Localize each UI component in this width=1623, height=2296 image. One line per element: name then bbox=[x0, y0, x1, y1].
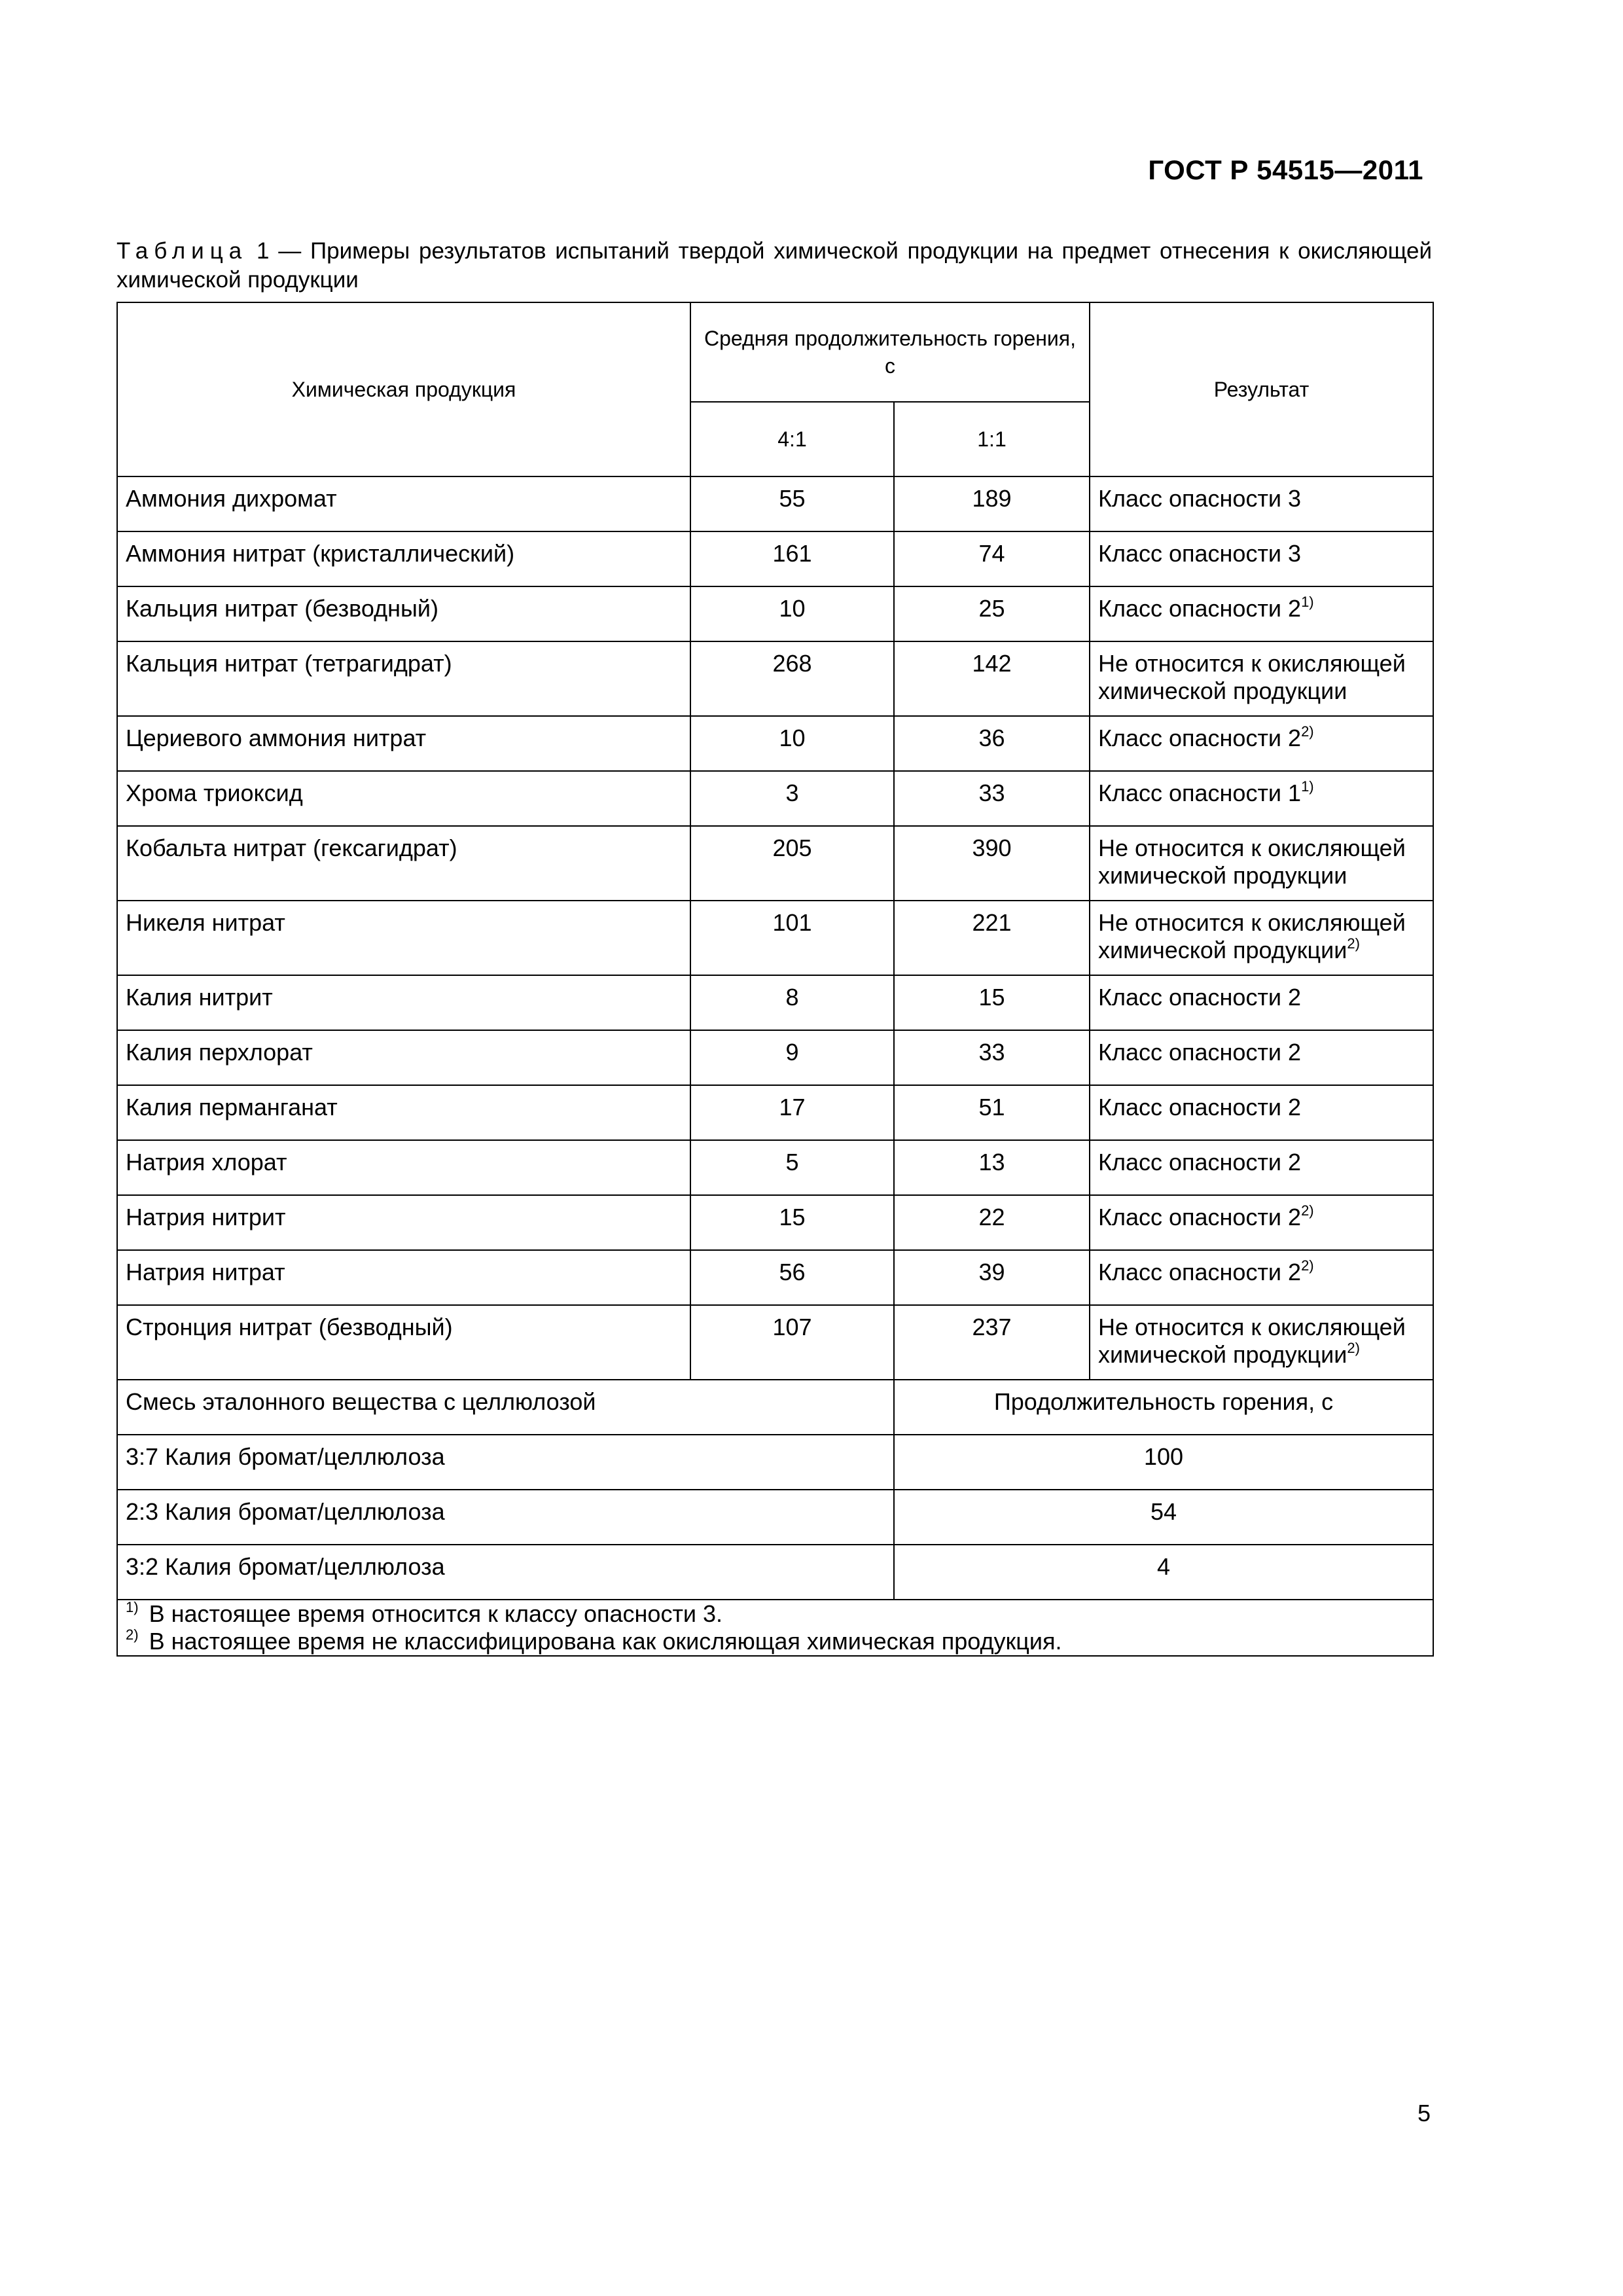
table-body bbox=[117, 302, 1433, 1656]
product-name bbox=[117, 975, 690, 1030]
value-4-1 bbox=[690, 1140, 894, 1195]
value-1-1-text: 74 bbox=[978, 540, 1005, 567]
mixture-row bbox=[117, 1435, 1433, 1490]
result-cell-text: Класс опасности 2 bbox=[1098, 1259, 1302, 1285]
table-row bbox=[117, 531, 1433, 586]
value-4-1-text: 3 bbox=[785, 780, 799, 806]
result-cell-text: Класс опасности 2 bbox=[1098, 1149, 1302, 1175]
result-cell bbox=[1090, 975, 1433, 1030]
result-cell-text: Не относится к окисляющей химической продукции bbox=[1098, 1314, 1406, 1368]
mixture-duration-header bbox=[894, 1380, 1433, 1435]
table-row bbox=[117, 1085, 1433, 1140]
page-number: 5 bbox=[1417, 2100, 1431, 2126]
result-cell bbox=[1090, 1250, 1433, 1305]
product-name bbox=[117, 476, 690, 531]
value-4-1-text: 268 bbox=[772, 650, 812, 677]
table-row bbox=[117, 716, 1433, 771]
value-1-1 bbox=[894, 641, 1090, 716]
table-row bbox=[117, 586, 1433, 641]
value-1-1-text: 15 bbox=[978, 984, 1005, 1011]
value-1-1-text: 33 bbox=[978, 1039, 1005, 1066]
table-row bbox=[117, 1030, 1433, 1085]
header-row bbox=[117, 302, 1433, 402]
footnote-mark: 1) bbox=[126, 1599, 139, 1615]
mixture-name-text: 3:7 Калия бромат/целлюлоза bbox=[126, 1443, 445, 1470]
table-row bbox=[117, 1305, 1433, 1380]
value-4-1-text: 9 bbox=[785, 1039, 799, 1066]
table-row bbox=[117, 826, 1433, 901]
table-row bbox=[117, 975, 1433, 1030]
mixture-header-text: Смесь эталонного вещества с целлюлозой bbox=[126, 1388, 596, 1415]
value-1-1-text: 33 bbox=[978, 780, 1005, 806]
mixture-name-text: 3:2 Калия бромат/целлюлоза bbox=[126, 1553, 445, 1580]
value-1-1 bbox=[894, 1250, 1090, 1305]
value-4-1-text: 17 bbox=[779, 1094, 806, 1121]
footnote-ref: 2) bbox=[1301, 1257, 1314, 1274]
result-cell-text: Не относится к окисляющей химической продукции bbox=[1098, 650, 1406, 704]
value-1-1 bbox=[894, 476, 1090, 531]
result-cell-text: Класс опасности 2 bbox=[1098, 1094, 1302, 1121]
footnotes-cell bbox=[117, 1600, 1433, 1656]
value-1-1-text: 39 bbox=[978, 1259, 1005, 1285]
footnote-ref: 2) bbox=[1347, 935, 1360, 952]
product-name bbox=[117, 1085, 690, 1140]
results-table bbox=[116, 302, 1434, 1657]
product-name-text: Калия нитрит bbox=[126, 984, 273, 1011]
value-4-1 bbox=[690, 586, 894, 641]
value-4-1 bbox=[690, 1030, 894, 1085]
table-row bbox=[117, 1250, 1433, 1305]
value-4-1-text: 10 bbox=[779, 725, 806, 751]
result-cell-text: Класс опасности 2 bbox=[1098, 1039, 1302, 1066]
mixture-value-text: 4 bbox=[1156, 1553, 1171, 1580]
mixture-header-row bbox=[117, 1380, 1433, 1435]
product-name-text: Кальция нитрат (тетрагидрат) bbox=[126, 650, 452, 677]
result-cell-text: Не относится к окисляющей химической продукции bbox=[1098, 909, 1406, 963]
value-1-1-text: 189 bbox=[972, 485, 1012, 512]
table-caption bbox=[116, 237, 1432, 295]
value-4-1 bbox=[690, 641, 894, 716]
footnote-text: В настоящее время не классифицирована как окисляющая химическая продукция. bbox=[149, 1628, 1062, 1655]
result-cell bbox=[1090, 901, 1433, 975]
result-cell bbox=[1090, 716, 1433, 771]
value-1-1 bbox=[894, 901, 1090, 975]
product-name-text: Кобальта нитрат (гексагидрат) bbox=[126, 834, 457, 861]
value-1-1 bbox=[894, 586, 1090, 641]
value-4-1 bbox=[690, 826, 894, 901]
product-name bbox=[117, 641, 690, 716]
result-cell-text: Класс опасности 3 bbox=[1098, 540, 1302, 567]
product-name-text: Хрома триоксид bbox=[126, 780, 303, 806]
result-cell bbox=[1090, 641, 1433, 716]
product-name bbox=[117, 1030, 690, 1085]
value-1-1-text: 25 bbox=[978, 595, 1005, 622]
product-name bbox=[117, 771, 690, 826]
result-cell bbox=[1090, 531, 1433, 586]
value-1-1 bbox=[894, 771, 1090, 826]
value-1-1-text: 390 bbox=[972, 834, 1012, 861]
product-name-text: Никеля нитрат bbox=[126, 909, 285, 936]
footnote-ref: 2) bbox=[1347, 1340, 1360, 1356]
result-cell bbox=[1090, 771, 1433, 826]
mixture-name-text: 2:3 Калия бромат/целлюлоза bbox=[126, 1498, 445, 1525]
header-ratio-1-1: 1:1 bbox=[894, 402, 1090, 476]
product-name bbox=[117, 1195, 690, 1250]
result-cell bbox=[1090, 1305, 1433, 1380]
value-4-1-text: 55 bbox=[779, 485, 806, 512]
footnote-mark: 2) bbox=[126, 1626, 139, 1643]
table-row bbox=[117, 901, 1433, 975]
footnote-text: В настоящее время относится к классу опасности 3. bbox=[149, 1600, 723, 1627]
product-name bbox=[117, 1305, 690, 1380]
product-name-text: Цериевого аммония нитрат bbox=[126, 725, 427, 751]
value-1-1 bbox=[894, 716, 1090, 771]
table-row bbox=[117, 476, 1433, 531]
mixture-value bbox=[894, 1435, 1433, 1490]
value-4-1-text: 161 bbox=[772, 540, 812, 567]
value-4-1 bbox=[690, 531, 894, 586]
caption-number: 1 bbox=[256, 238, 270, 264]
value-4-1-text: 10 bbox=[779, 595, 806, 622]
mixture-header bbox=[117, 1380, 894, 1435]
value-1-1 bbox=[894, 1085, 1090, 1140]
value-4-1-text: 205 bbox=[772, 834, 812, 861]
value-1-1 bbox=[894, 975, 1090, 1030]
product-name-text: Кальция нитрат (безводный) bbox=[126, 595, 438, 622]
header-product: Химическая продукция bbox=[117, 302, 690, 476]
value-4-1 bbox=[690, 1195, 894, 1250]
value-1-1 bbox=[894, 1030, 1090, 1085]
header-ratio-4-1: 4:1 bbox=[690, 402, 894, 476]
value-4-1 bbox=[690, 901, 894, 975]
result-cell bbox=[1090, 1030, 1433, 1085]
result-cell bbox=[1090, 1195, 1433, 1250]
value-1-1-text: 36 bbox=[978, 725, 1005, 751]
footnote-ref: 1) bbox=[1301, 778, 1314, 795]
standard-code: ГОСТ Р 54515—2011 bbox=[1148, 154, 1423, 185]
result-cell-text: Класс опасности 2 bbox=[1098, 1204, 1302, 1230]
value-1-1-text: 221 bbox=[972, 909, 1012, 936]
mixture-value bbox=[894, 1490, 1433, 1545]
mixture-name bbox=[117, 1490, 894, 1545]
mixture-value bbox=[894, 1545, 1433, 1600]
value-1-1 bbox=[894, 1195, 1090, 1250]
footnote-ref: 1) bbox=[1301, 594, 1314, 610]
table-row bbox=[117, 1195, 1433, 1250]
product-name bbox=[117, 716, 690, 771]
product-name bbox=[117, 1140, 690, 1195]
value-4-1-text: 101 bbox=[772, 909, 812, 936]
product-name-text: Натрия нитрит bbox=[126, 1204, 286, 1230]
table-row bbox=[117, 771, 1433, 826]
mixture-name bbox=[117, 1545, 894, 1600]
value-1-1 bbox=[894, 826, 1090, 901]
header-duration: Средняя продолжительность горения, с bbox=[690, 302, 1090, 402]
product-name-text: Калия перманганат bbox=[126, 1094, 338, 1121]
product-name-text: Натрия хлорат bbox=[126, 1149, 287, 1175]
value-1-1 bbox=[894, 1140, 1090, 1195]
value-1-1 bbox=[894, 531, 1090, 586]
result-cell-text: Класс опасности 2 bbox=[1098, 595, 1302, 622]
value-4-1-text: 107 bbox=[772, 1314, 812, 1340]
result-cell-text: Класс опасности 3 bbox=[1098, 485, 1302, 512]
result-cell-text: Класс опасности 1 bbox=[1098, 780, 1302, 806]
table-row bbox=[117, 1140, 1433, 1195]
mixture-value-text: 54 bbox=[1150, 1498, 1177, 1525]
value-1-1 bbox=[894, 1305, 1090, 1380]
product-name bbox=[117, 826, 690, 901]
value-4-1 bbox=[690, 716, 894, 771]
mixture-value-text: 100 bbox=[1143, 1443, 1184, 1470]
product-name-text: Натрия нитрат bbox=[126, 1259, 285, 1285]
value-1-1-text: 237 bbox=[972, 1314, 1012, 1340]
value-4-1 bbox=[690, 476, 894, 531]
result-cell-text: Не относится к окисляющей химической продукции bbox=[1098, 834, 1406, 889]
result-cell-text: Класс опасности 2 bbox=[1098, 725, 1302, 751]
mixture-name bbox=[117, 1435, 894, 1490]
product-name-text: Аммония дихромат bbox=[126, 485, 337, 512]
footnote-ref: 2) bbox=[1301, 1202, 1314, 1219]
product-name-text: Стронция нитрат (безводный) bbox=[126, 1314, 453, 1340]
table-row bbox=[117, 641, 1433, 716]
value-4-1-text: 8 bbox=[785, 984, 799, 1011]
value-4-1-text: 56 bbox=[779, 1259, 806, 1285]
result-cell-text: Класс опасности 2 bbox=[1098, 984, 1302, 1011]
mixture-row bbox=[117, 1545, 1433, 1600]
result-cell bbox=[1090, 826, 1433, 901]
value-4-1 bbox=[690, 975, 894, 1030]
result-cell bbox=[1090, 1085, 1433, 1140]
result-cell bbox=[1090, 586, 1433, 641]
result-cell bbox=[1090, 476, 1433, 531]
value-4-1 bbox=[690, 1305, 894, 1380]
value-4-1 bbox=[690, 1250, 894, 1305]
value-1-1-text: 13 bbox=[978, 1149, 1005, 1175]
header-result: Результат bbox=[1090, 302, 1433, 476]
product-name-text: Калия перхлорат bbox=[126, 1039, 313, 1066]
footnote bbox=[126, 1628, 1425, 1655]
value-1-1-text: 51 bbox=[978, 1094, 1005, 1121]
caption-label: Таблица bbox=[116, 238, 248, 264]
footnote bbox=[126, 1600, 1425, 1628]
footnote-ref: 2) bbox=[1301, 723, 1314, 740]
footnotes-row bbox=[117, 1600, 1433, 1656]
value-4-1-text: 5 bbox=[785, 1149, 799, 1175]
product-name bbox=[117, 531, 690, 586]
mixture-duration-header-text: Продолжительность горения, с bbox=[993, 1388, 1334, 1415]
value-4-1 bbox=[690, 771, 894, 826]
value-1-1-text: 22 bbox=[978, 1204, 1005, 1230]
mixture-row bbox=[117, 1490, 1433, 1545]
product-name bbox=[117, 586, 690, 641]
result-cell bbox=[1090, 1140, 1433, 1195]
product-name bbox=[117, 1250, 690, 1305]
value-4-1-text: 15 bbox=[779, 1204, 806, 1230]
value-4-1 bbox=[690, 1085, 894, 1140]
product-name bbox=[117, 901, 690, 975]
value-1-1-text: 142 bbox=[972, 650, 1012, 677]
product-name-text: Аммония нитрат (кристаллический) bbox=[126, 540, 515, 567]
caption-text: — Примеры результатов испытаний твердой химической продукции на предмет отнесения к окисляющей химической продукции bbox=[116, 238, 1432, 293]
